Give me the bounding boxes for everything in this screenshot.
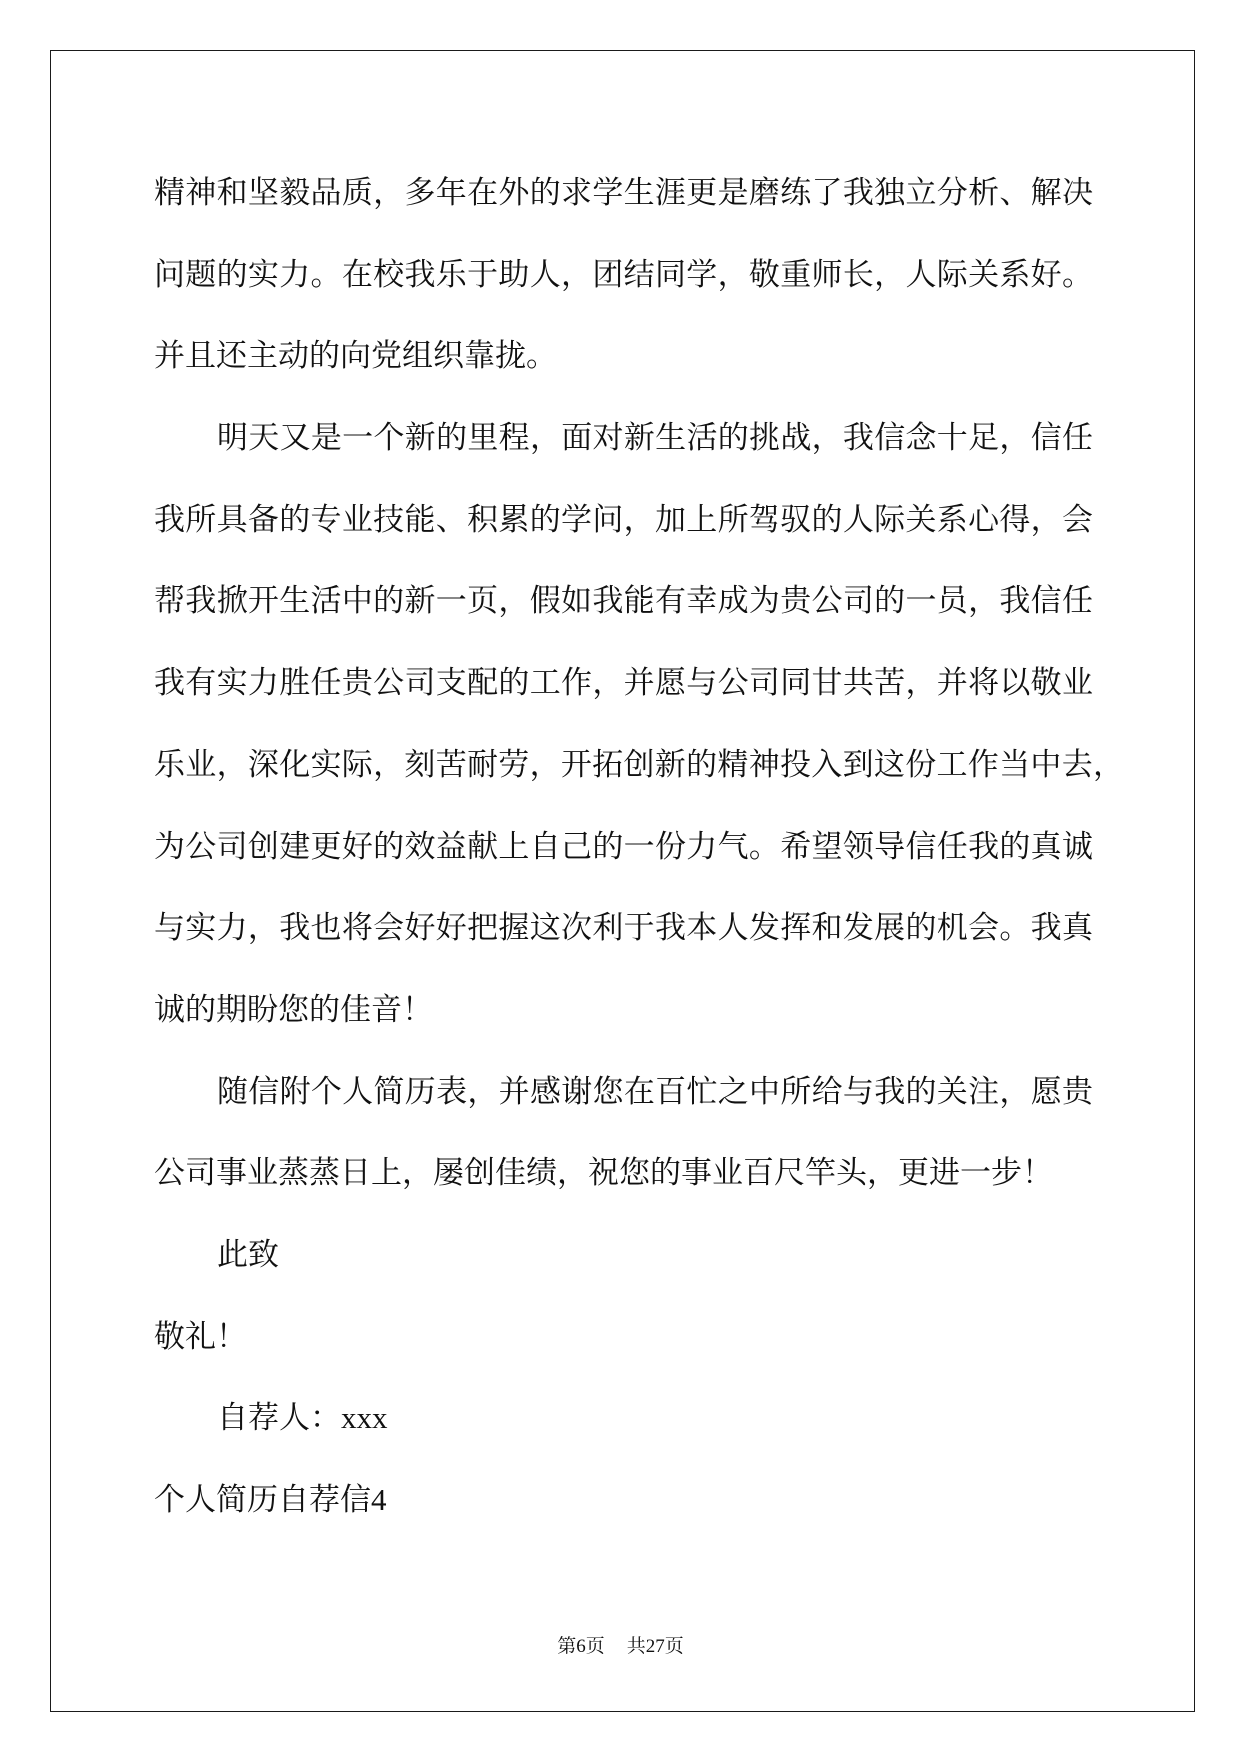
page-total: 共27页 bbox=[626, 1636, 684, 1657]
text-line: 随信附个人简历表，并感谢您在百忙之中所给与我的关注，愿贵 bbox=[217, 1073, 1093, 1109]
text-line: 并且还主动的向党组织靠拢。 bbox=[154, 338, 557, 374]
text-line: 乐业，深化实际，刻苦耐劳，开拓创新的精神投入到这份工作当中去， bbox=[154, 746, 1124, 782]
text-line: 与实力，我也将会好好把握这次利于我本人发挥和发展的机会。我真 bbox=[154, 910, 1093, 946]
text-line: 我有实力胜任贵公司支配的工作，并愿与公司同甘共苦，并将以敬业 bbox=[154, 665, 1093, 701]
closing-regards: 敬礼！ bbox=[154, 1318, 247, 1354]
page-footer bbox=[0, 1634, 1241, 1660]
text-line: 我所具备的专业技能、积累的学问，加上所驾驭的人际关系心得，会 bbox=[154, 501, 1093, 537]
page-number: 第6页 bbox=[557, 1636, 605, 1657]
letter-body bbox=[154, 152, 1124, 1541]
text-line: 帮我掀开生活中的新一页，假如我能有幸成为贵公司的一员，我信任 bbox=[154, 583, 1093, 619]
text-line: 公司事业蒸蒸日上，屡创佳绩，祝您的事业百尺竿头，更进一步！ bbox=[154, 1155, 1053, 1191]
section-heading: 个人简历自荐信4 bbox=[154, 1482, 387, 1517]
text-line: 明天又是一个新的里程，面对新生活的挑战，我信念十足，信任 bbox=[217, 420, 1093, 456]
text-line: 问题的实力。在校我乐于助人，团结同学，敬重师长，人际关系好。 bbox=[154, 256, 1093, 292]
text-line: 为公司创建更好的效益献上自己的一份力气。希望领导信任我的真诚 bbox=[154, 828, 1093, 864]
text-line: 精神和坚毅品质，多年在外的求学生涯更是磨练了我独立分析、解决 bbox=[154, 175, 1093, 210]
closing-salutation: 此致 bbox=[217, 1236, 279, 1272]
text-line: 诚的期盼您的佳音！ bbox=[154, 991, 433, 1027]
signature-line: 自荐人：xxx bbox=[217, 1400, 388, 1436]
